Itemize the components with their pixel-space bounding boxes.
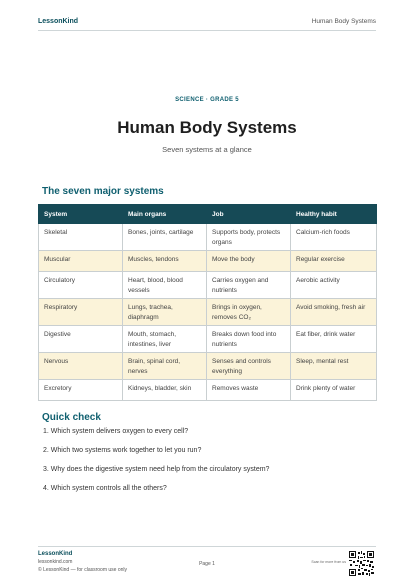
- cell-job: Senses and controls everything: [207, 353, 291, 380]
- table-header-row: [39, 205, 377, 224]
- col-header-habit: Healthy habit: [291, 205, 377, 224]
- cell-organs: Bones, joints, cartilage: [123, 224, 207, 251]
- footer-copyright: © LessonKind — for classroom use only: [38, 567, 128, 573]
- cell-job: Carries oxygen and nutrients: [207, 272, 291, 299]
- cell-habit: Eat fiber, drink water: [291, 326, 377, 353]
- footer-site: lessonkind.com: [38, 559, 73, 565]
- cell-job: Breaks down food into nutrients: [207, 326, 291, 353]
- subject-eyebrow: SCIENCE · GRADE 5: [175, 97, 239, 103]
- cell-habit: Sleep, mental rest: [291, 353, 377, 380]
- page-header: [38, 14, 376, 28]
- cell-organs: Muscles, tendons: [123, 251, 207, 272]
- footer-brand: LessonKind: [38, 551, 73, 557]
- header-divider: [38, 30, 376, 31]
- cell-system: Circulatory: [39, 272, 123, 299]
- scan-note: Scan for more from us: [311, 560, 346, 564]
- header-running-title: Human Body Systems: [311, 17, 376, 25]
- cell-system: Excretory: [39, 380, 123, 401]
- table-row: [39, 251, 377, 272]
- col-header-system: System: [39, 205, 123, 224]
- cell-habit: Regular exercise: [291, 251, 377, 272]
- cell-job: Brings in oxygen, removes CO₂: [207, 299, 291, 326]
- cell-system: Respiratory: [39, 299, 123, 326]
- cell-habit: Avoid smoking, fresh air: [291, 299, 377, 326]
- cell-organs: Brain, spinal cord, nerves: [123, 353, 207, 380]
- cell-organs: Mouth, stomach, intestines, liver: [123, 326, 207, 353]
- cell-system: Muscular: [39, 251, 123, 272]
- systems-heading: The seven major systems: [42, 186, 164, 197]
- cell-organs: Heart, blood, blood vessels: [123, 272, 207, 299]
- table-row: [39, 326, 377, 353]
- table-row: [39, 299, 377, 326]
- quick-check-heading: Quick check: [42, 412, 101, 423]
- cell-job: Move the body: [207, 251, 291, 272]
- footer-divider: [38, 546, 376, 547]
- table-row: [39, 272, 377, 299]
- cell-habit: Aerobic activity: [291, 272, 377, 299]
- header-brand: LessonKind: [38, 17, 79, 25]
- cell-organs: Kidneys, bladder, skin: [123, 380, 207, 401]
- table-row: [39, 380, 377, 401]
- question-item: 1. Which system delivers oxygen to every cell?: [43, 428, 189, 435]
- cell-job: Supports body, protects organs: [207, 224, 291, 251]
- table-row: [39, 353, 377, 380]
- page-subtitle: Seven systems at a glance: [162, 145, 252, 154]
- cell-system: Digestive: [39, 326, 123, 353]
- cell-system: Skeletal: [39, 224, 123, 251]
- col-header-job: Job: [207, 205, 291, 224]
- qr-code-icon: [349, 551, 374, 576]
- cell-habit: Drink plenty of water: [291, 380, 377, 401]
- question-item: 3. Why does the digestive system need help from the circulatory system?: [43, 466, 270, 473]
- cell-system: Nervous: [39, 353, 123, 380]
- question-item: 2. Which two systems work together to let you run?: [43, 447, 202, 454]
- quick-check-list: [43, 428, 373, 504]
- cell-habit: Calcium-rich foods: [291, 224, 377, 251]
- col-header-organs: Main organs: [123, 205, 207, 224]
- cell-organs: Lungs, trachea, diaphragm: [123, 299, 207, 326]
- cell-job: Removes waste: [207, 380, 291, 401]
- question-item: 4. Which system controls all the others?: [43, 485, 167, 492]
- page-title: Human Body Systems: [117, 118, 297, 137]
- page-number: Page 1: [199, 561, 215, 567]
- table-row: [39, 224, 377, 251]
- systems-table: [38, 204, 377, 401]
